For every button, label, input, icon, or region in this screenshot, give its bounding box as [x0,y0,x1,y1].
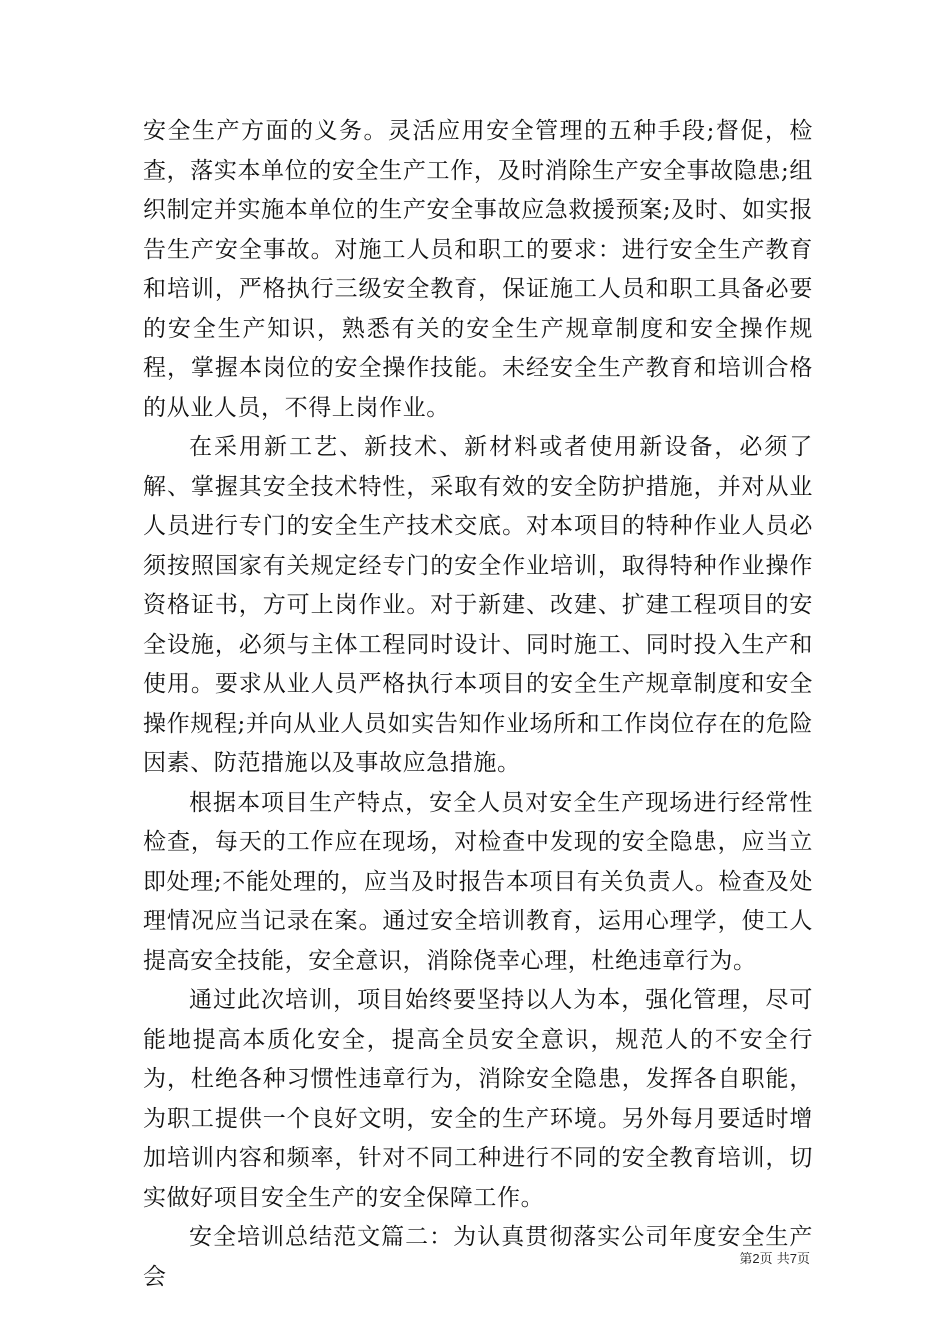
paragraph-3: 根据本项目生产特点，安全人员对安全生产现场进行经常性检查，每天的工作应在现场，对检查中发现的安全隐患，应当立即处理;不能处理的，应当及时报告本项目有关负责人。检查及处理情况应当记录在案。通过安全培训教育，运用心理学，使工人提高安全技能，安全意识，消除侥幸心理，杜绝违章行为。 [143,789,813,974]
footer-middle: 页 共 [759,1252,790,1267]
footer-prefix: 第 [739,1252,753,1267]
paragraph-4: 通过此次培训，项目始终要坚持以人为本，强化管理，尽可能地提高本质化安全，提高全员安全意识，规范人的不安全行为，杜绝各种习惯性违章行为，消除安全隐患，发挥各自职能，为职工提供一个良好文明，安全的生产环境。另外每月要适时增加培训内容和频率，针对不同工种进行不同的安全教育培训，切实做好项目安全生产的安全保障工作。 [143,987,813,1211]
document-body [143,112,813,1297]
paragraph-5: 安全培训总结范文篇二：为认真贯彻落实公司年度安全生产会 [143,1224,813,1290]
current-page-number: 2 [752,1251,760,1266]
page-footer [640,1248,810,1267]
footer-suffix: 页 [796,1252,810,1267]
paragraph-1: 安全生产方面的义务。灵活应用安全管理的五种手段;督促，检查，落实本单位的安全生产工作，及时消除生产安全事故隐患;组织制定并实施本单位的生产安全事故应急救援预案;及时、如实报告生产安全事故。对施工人员和职工的要求：进行安全生产教育和培训，严格执行三级安全教育，保证施工人员和职工具备必要的安全生产知识，熟悉有关的安全生产规章制度和安全操作规程，掌握本岗位的安全操作技能。未经安全生产教育和培训合格的从业人员，不得上岗作业。 [143,118,813,421]
paragraph-2: 在采用新工艺、新技术、新材料或者使用新设备，必须了解、掌握其安全技术特性，采取有效的安全防护措施，并对从业人员进行专门的安全生产技术交底。对本项目的特种作业人员必须按照国家有关规定经专门的安全作业培训，取得特种作业操作资格证书，方可上岗作业。对于新建、改建、扩建工程项目的安全设施，必须与主体工程同时设计、同时施工、同时投入生产和使用。要求从业人员严格执行本项目的安全生产规章制度和安全操作规程;并向从业人员如实告知作业场所和工作岗位存在的危险因素、防范措施以及事故应急措施。 [143,434,813,776]
total-page-number: 7 [789,1251,797,1266]
